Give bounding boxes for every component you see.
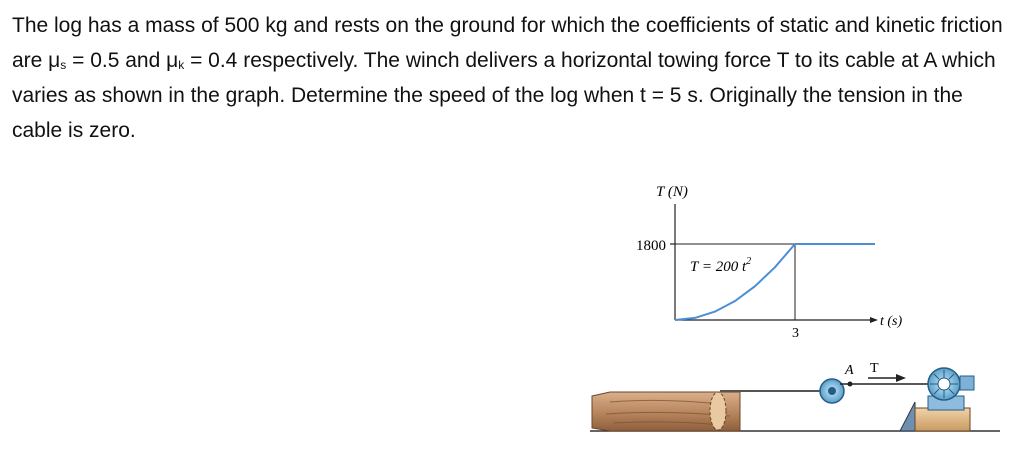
series-group xyxy=(675,244,875,320)
y-axis-label: T (N) xyxy=(656,184,688,200)
winch-base-block xyxy=(915,408,970,431)
log-end-face xyxy=(710,392,726,430)
mu-k-subscript: k xyxy=(178,58,185,72)
problem-text-part-2: = 0.5 and μ xyxy=(66,49,179,72)
mu-s-subscript: s xyxy=(60,58,67,72)
force-t-label: T xyxy=(870,361,879,376)
winch-drum-center xyxy=(938,378,950,390)
pulley-hub xyxy=(828,387,836,395)
tension-graph xyxy=(636,184,903,341)
log-illustration xyxy=(592,392,740,431)
tension-curve xyxy=(675,244,875,320)
problem-figure xyxy=(570,170,1010,440)
problem-statement xyxy=(12,8,1012,148)
point-a-marker xyxy=(848,382,853,387)
winch-stand-brace xyxy=(900,402,915,431)
curve-equation-label: T = 200 $t^2$ xyxy=(690,256,752,275)
winch-assembly xyxy=(900,368,974,431)
point-a-label: A xyxy=(845,363,854,378)
y-tick-label: 1800 xyxy=(636,238,666,254)
pulley xyxy=(820,379,844,403)
winch-motor xyxy=(960,376,974,390)
problem-text-part-1: The log has a mass of 500 kg and rests on the ground for which the coefficients of static and kinetic friction are μ xyxy=(12,14,1003,72)
force-arrow-icon xyxy=(896,374,906,382)
x-axis-arrow-icon xyxy=(870,317,878,323)
x-tick-label: 3 xyxy=(792,326,799,341)
x-axis-label: t (s) xyxy=(880,314,903,329)
problem-text-part-3: = 0.4 respectively. The winch delivers a horizontal towing force T to its cable at A which varies as shown in the graph. Determine the speed of the log when t = 5 s. Originally the tension in the cable is zero. xyxy=(12,49,996,142)
figure-svg xyxy=(570,170,1010,440)
